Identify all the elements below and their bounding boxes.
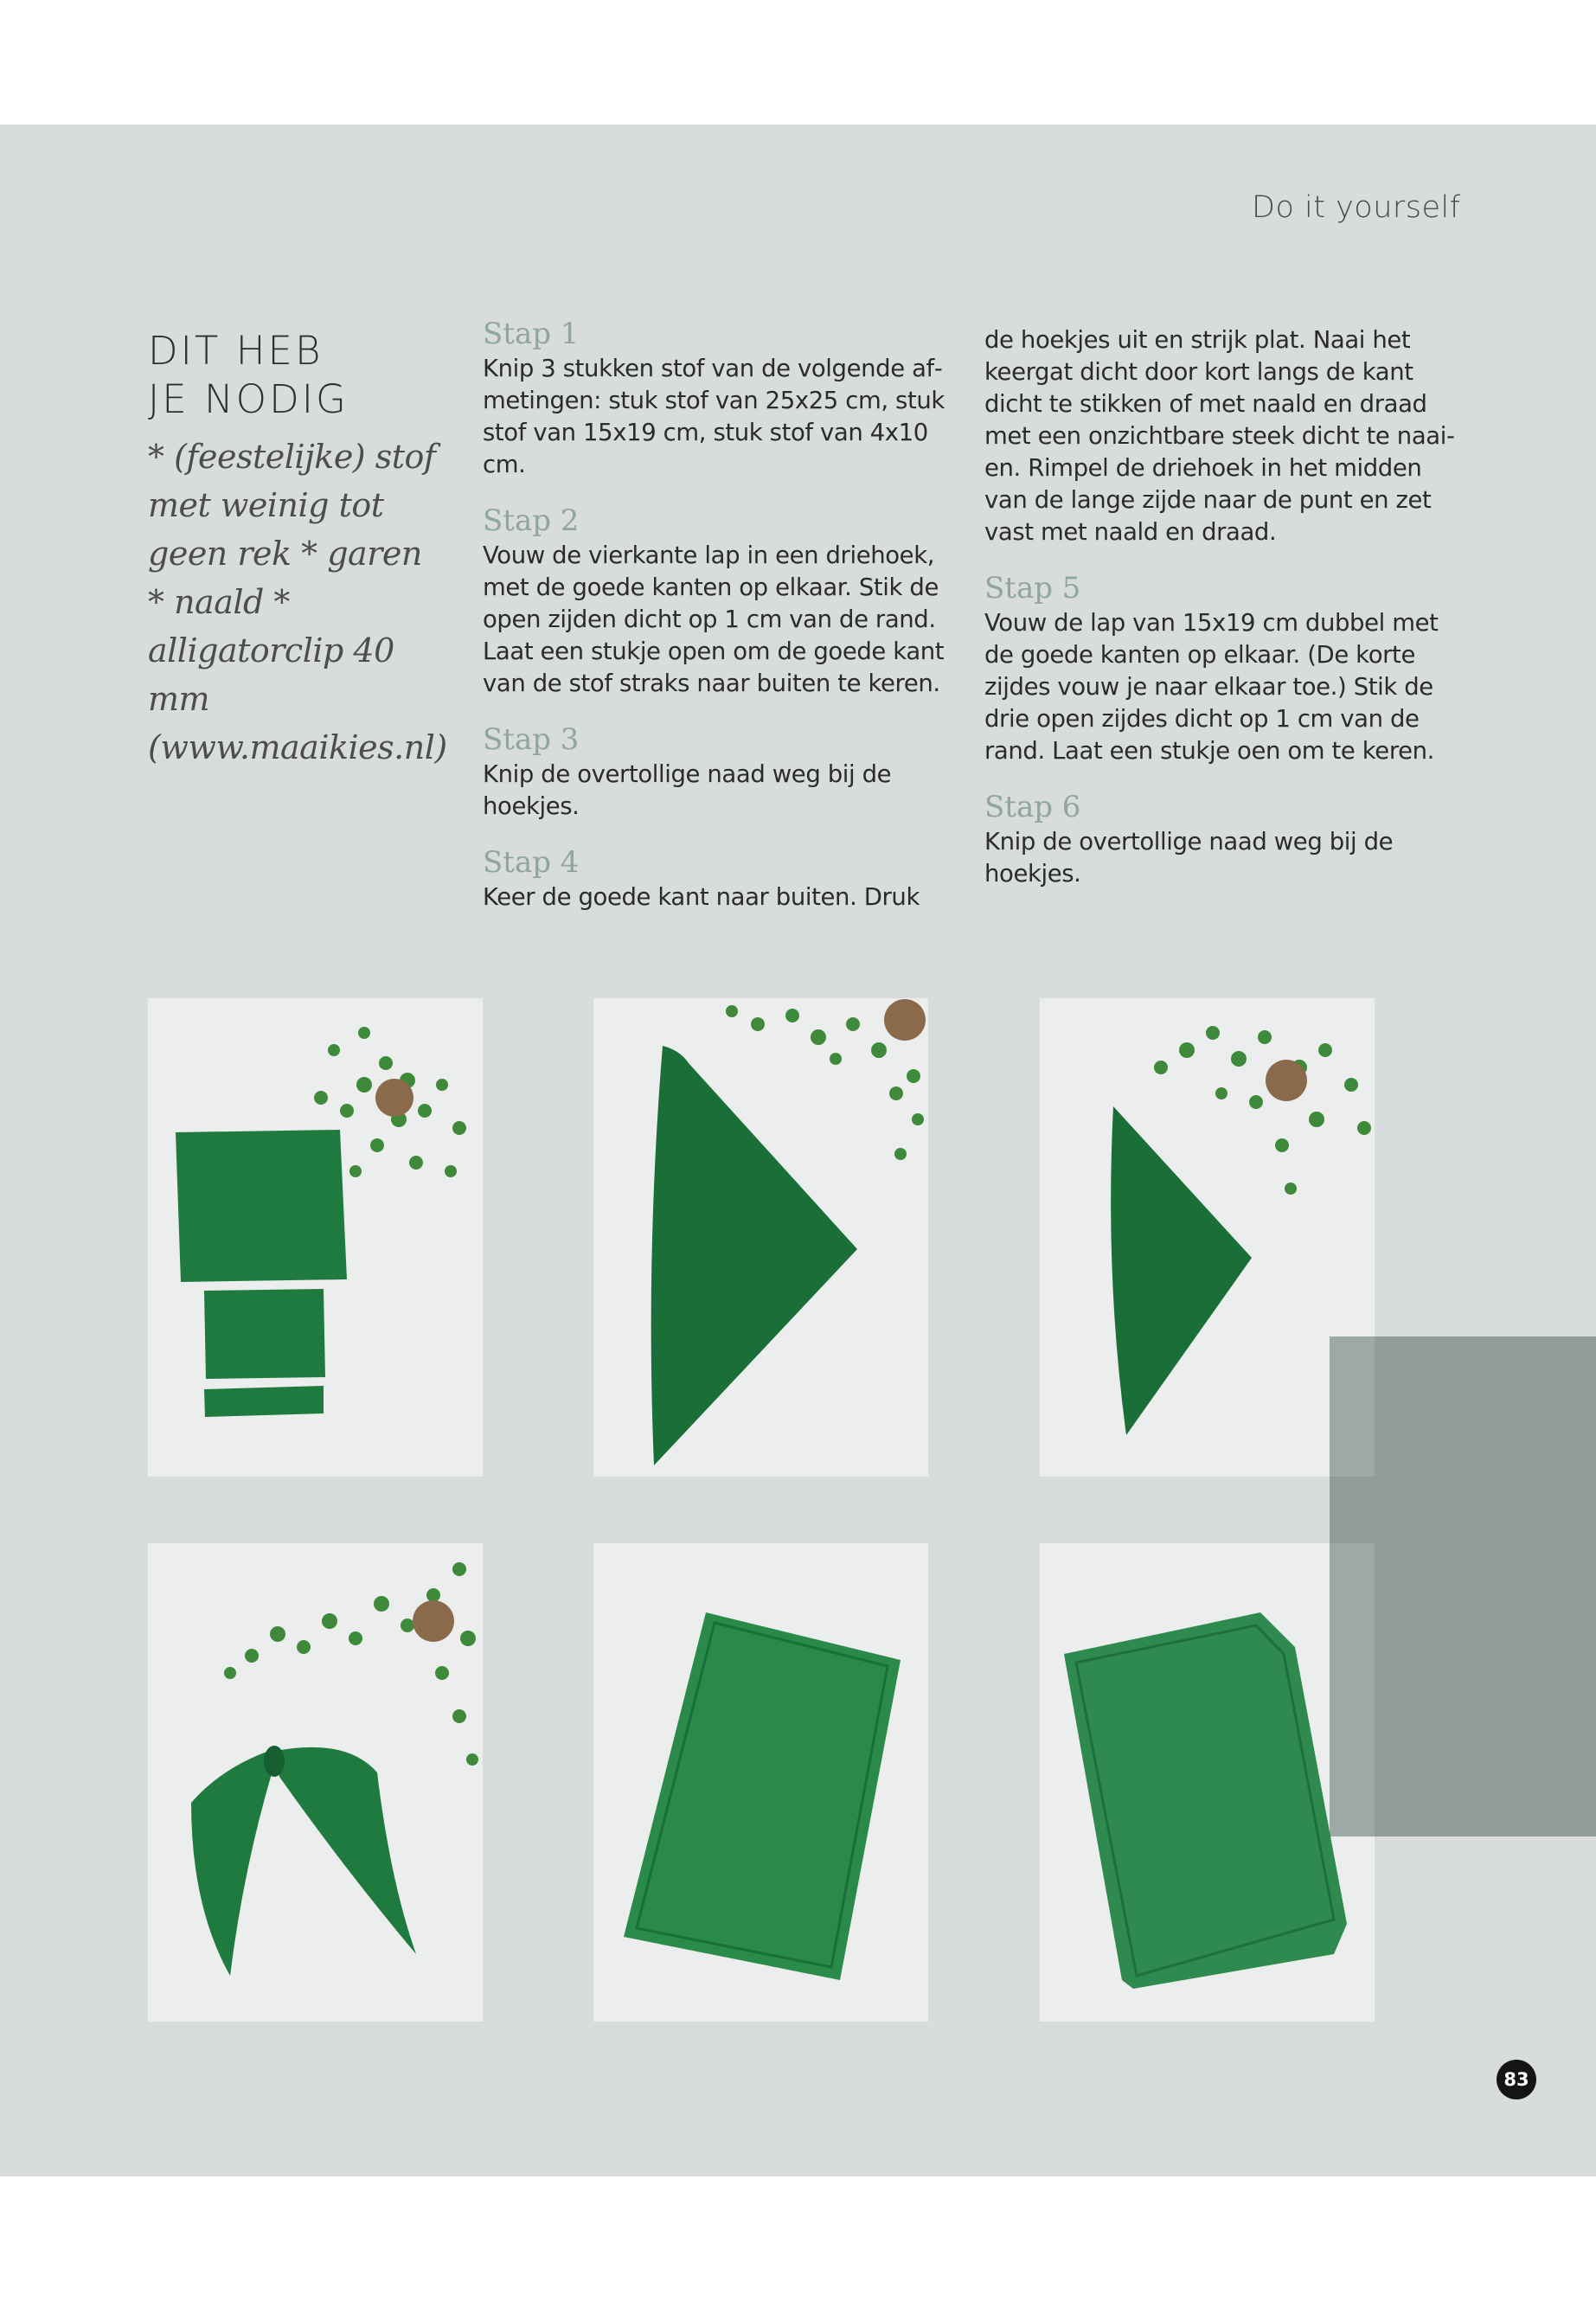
turned-triangle-illustration — [1040, 998, 1375, 1477]
materials-heading-line2: JE NODIG — [148, 376, 349, 422]
folded-triangle-illustration — [593, 998, 928, 1477]
stitched-rectangle-illustration — [593, 1543, 928, 2022]
step-6-title: Stap 6 — [984, 790, 1081, 824]
step-5-text: Vouw de lap van 15x19 cm dubbel met de goede kanten op elkaar. (De korte zijdes vouw je naar elkaar toe.) Stik de drie open zijdes dicht op 1 cm van de rand. Laat een stukje oen om te keren. — [984, 609, 1439, 765]
photo-step-5 — [593, 1543, 928, 2022]
decorative-block — [1330, 1336, 1596, 1836]
photo-step-3 — [1040, 998, 1375, 1477]
fabric-bow-illustration — [148, 1543, 483, 2022]
materials-heading — [148, 327, 349, 424]
step-5-title: Stap 5 — [984, 571, 1081, 606]
steps-column-2 — [984, 324, 1469, 913]
step-3-text: Knip de overtollige naad weg bij de hoekjes. — [483, 760, 892, 820]
step-2-title: Stap 2 — [483, 503, 580, 538]
step-1-text: Knip 3 stukken stof van de volgende afmetingen: stuk stof van 25x25 cm, stuk stof van 15x19 cm, stuk stof van 4x10 cm. — [483, 355, 945, 478]
materials-heading-line1: DIT HEB — [148, 328, 324, 374]
photo-step-1 — [148, 998, 483, 1477]
page-number: 83 — [1497, 2060, 1536, 2099]
materials-list: * (feestelijke) stof met weinig tot geen rek * garen * naald * alligatorclip 40 mm (www.maaikies.nl) — [148, 438, 447, 766]
fabric-pieces-illustration — [148, 998, 483, 1477]
step-4-continuation: de hoekjes uit en strijk plat. Naai het keergat dicht door kort langs de kant dicht te stikken of met naald en draad met een onzichtbare steek dicht te naaien. Rimpel de driehoek in het midden van de lange zijde naar de punt en zet vast met naald en draad. — [984, 326, 1455, 546]
photo-step-6 — [1040, 1543, 1375, 2022]
photo-step-4 — [148, 1543, 483, 2022]
trimmed-rectangle-illustration — [1040, 1543, 1375, 2022]
section-label: Do it yourself — [1252, 190, 1461, 225]
step-1-title: Stap 1 — [483, 317, 580, 351]
step-2-text: Vouw de vierkante lap in een driehoek, met de goede kanten op elkaar. Stik de open zijden dicht op 1 cm van de rand. Laat een stukje open om de goede kant van de stof straks naar buiten te keren. — [483, 542, 945, 697]
step-4-text: Keer de goede kant naar buiten. Druk — [483, 883, 920, 911]
steps-column-1 — [483, 317, 954, 936]
step-4-title: Stap 4 — [483, 845, 580, 880]
photo-step-2 — [593, 998, 928, 1477]
step-3-title: Stap 3 — [483, 722, 580, 757]
magazine-page — [0, 125, 1596, 2176]
step-6-text: Knip de overtollige naad weg bij de hoekjes. — [984, 828, 1394, 888]
